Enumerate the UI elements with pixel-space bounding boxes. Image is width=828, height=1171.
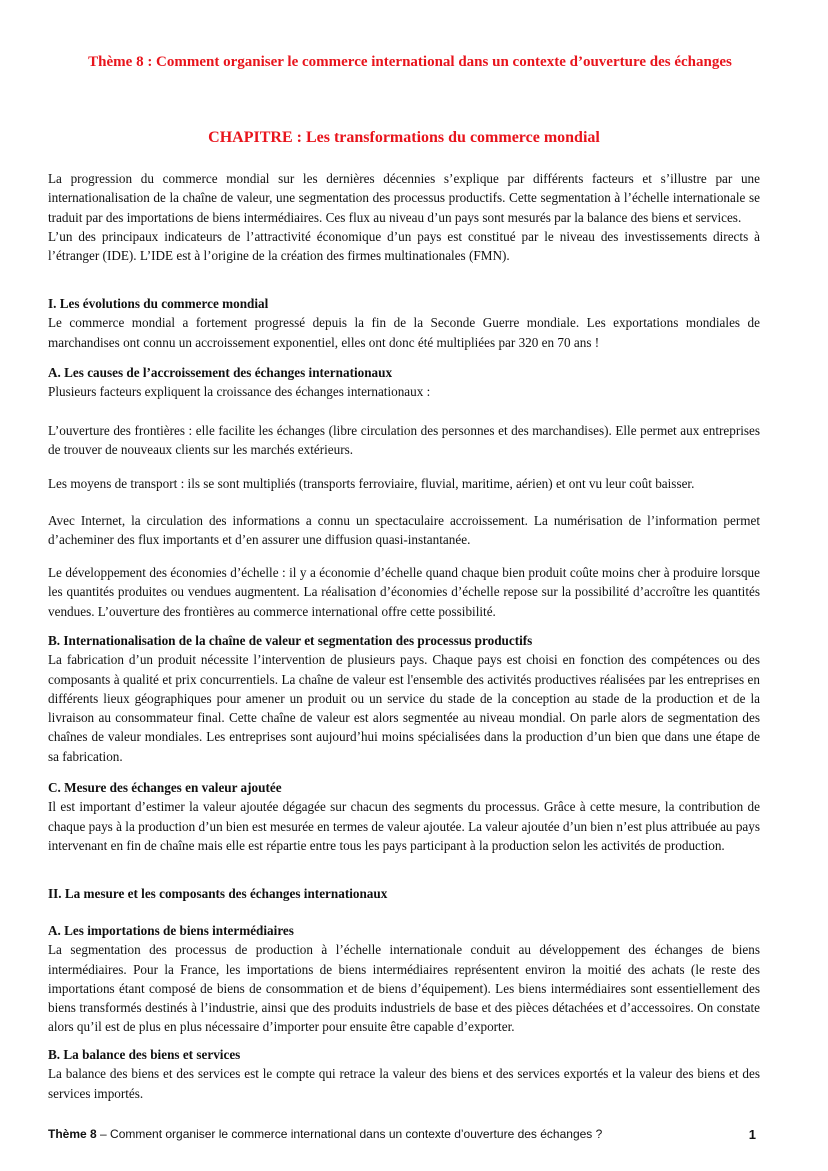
section-heading: II. La mesure et les composants des échanges internationaux xyxy=(48,886,388,901)
section-2a xyxy=(48,921,760,1037)
paragraph: La fabrication d’un produit nécessite l’intervention de plusieurs pays. Chaque pays est choisi en fonction des compétences ou des composants à qualité et prix concurrentiels. La chaîne de valeur est l'ensemble des activités productives réalisées par les entreprises en différents lieux géographiques pour amener un produit ou un service du stade de la conception au stade de la production et de la livraison au consommateur final. Cette chaîne de valeur est alors segmentée au niveau mondial. On parle alors de segmentation des chaînes de valeur mondiales. Les entreprises sont aujourd’hui moins spécialisées dans la production d’un bien que dans une étape de sa fabrication. xyxy=(48,652,760,764)
paragraph: L’un des principaux indicateurs de l’attractivité économique d’un pays est constitué par le niveau des investissements directs à l’étranger (IDE). L’IDE est à l’origine de la création des firmes multinationales (FMN). xyxy=(48,228,760,264)
paragraph: Il est important d’estimer la valeur ajoutée dégagée sur chacun des segments du processus. Grâce à cette mesure, la contribution de chaque pays à la production d’un bien est mesurée en termes de valeur ajoutée. La valeur ajoutée d’un bien n’est plus attribuée au pays intervenant en fin de chaîne mais elle est répartie entre tous les pays participant à la production selon les activités de production. xyxy=(48,799,760,853)
paragraph: Le commerce mondial a fortement progressé depuis la fin de la Seconde Guerre mondiale. Les exportations mondiales de marchandises ont connu un accroissement exponentiel, elles ont donc été multipliées par 320 en 70 ans ! xyxy=(48,315,760,350)
section-1c xyxy=(48,778,760,855)
subsection-heading: A. Les causes de l’accroissement des échanges internationaux xyxy=(48,365,393,380)
section-1 xyxy=(48,294,760,352)
chapter-title: CHAPITRE : Les transformations du commerce mondial xyxy=(208,129,600,146)
paragraph: La progression du commerce mondial sur les dernières décennies s’explique par différents facteurs et s’illustre par une internationalisation de la chaîne de valeur, une segmentation des processus productifs. Cette segmentation à l’échelle internationale se traduit par des importations de biens intermédiaires. Ces flux au niveau d’un pays sont mesurés par la balance des biens et services. xyxy=(48,171,760,225)
document-title: Thème 8 : Comment organiser le commerce international dans un contexte d’ouverture des échanges xyxy=(88,54,732,70)
footer-theme: Thème 8 xyxy=(48,1127,97,1141)
paragraph: Plusieurs facteurs expliquent la croissance des échanges internationaux : xyxy=(48,384,431,400)
page-number: 1 xyxy=(748,1127,756,1142)
section-1b xyxy=(48,631,760,766)
page-footer xyxy=(48,1127,760,1142)
subsection-heading: B. La balance des biens et services xyxy=(48,1047,241,1062)
paragraph: Les moyens de transport : ils se sont multipliés (transports ferroviaire, fluvial, maritime, aérien) et ont vu leur coût baisser. xyxy=(48,476,695,491)
section-1a xyxy=(48,363,760,402)
paragraph: Avec Internet, la circulation des informations a connu un spectaculaire accroissement. La numérisation de l’information permet d’acheminer des flux importants et d’en assurer une diffusion quasi-instantanée. xyxy=(48,513,760,548)
section-heading: I. Les évolutions du commerce mondial xyxy=(48,296,269,311)
footer-text xyxy=(48,1127,602,1142)
section-2b xyxy=(48,1045,760,1103)
subsection-heading: C. Mesure des échanges en valeur ajoutée xyxy=(48,780,282,795)
paragraph: L’ouverture des frontières : elle facilite les échanges (libre circulation des personnes et des marchandises). Elle permet aux entreprises de trouver de nouveaux clients sur les marchés extérieurs. xyxy=(48,423,760,458)
subsection-heading: A. Les importations de biens intermédiaires xyxy=(48,923,294,938)
paragraph: La balance des biens et des services est le compte qui retrace la valeur des biens et des services exportés et la valeur des biens et des services importés. xyxy=(48,1066,760,1101)
paragraph: Le développement des économies d’échelle : il y a économie d’échelle quand chaque bien produit coûte moins cher à produire lorsque les quantités produites ou vendues augmentent. La réalisation d’économies d’échelle repose sur la possibilité d’accroître les quantités vendues. L’ouverture des frontières au commerce international offre cette possibilité. xyxy=(48,565,760,619)
paragraph: La segmentation des processus de production à l’échelle internationale conduit au développement des échanges de biens intermédiaires. Pour la France, les importations de biens intermédiaires représentent environ la moitié des achats (le reste des importations étant composé de biens de consommation et de biens d’équipement). Les biens intermédiaires sont essentiellement des biens transformés destinés à l’industrie, ainsi que des produits industriels de base et des pièces détachées et d’accessoires. On constate alors qu’il est de plus en plus nécessaire d’importer pour ensuite être capable d’exporter. xyxy=(48,942,760,1035)
subsection-heading: B. Internationalisation de la chaîne de valeur et segmentation des processus productifs xyxy=(48,633,533,648)
footer-subtitle: – Comment organiser le commerce international dans un contexte d’ouverture des échanges ? xyxy=(96,1127,603,1141)
intro xyxy=(48,169,760,265)
